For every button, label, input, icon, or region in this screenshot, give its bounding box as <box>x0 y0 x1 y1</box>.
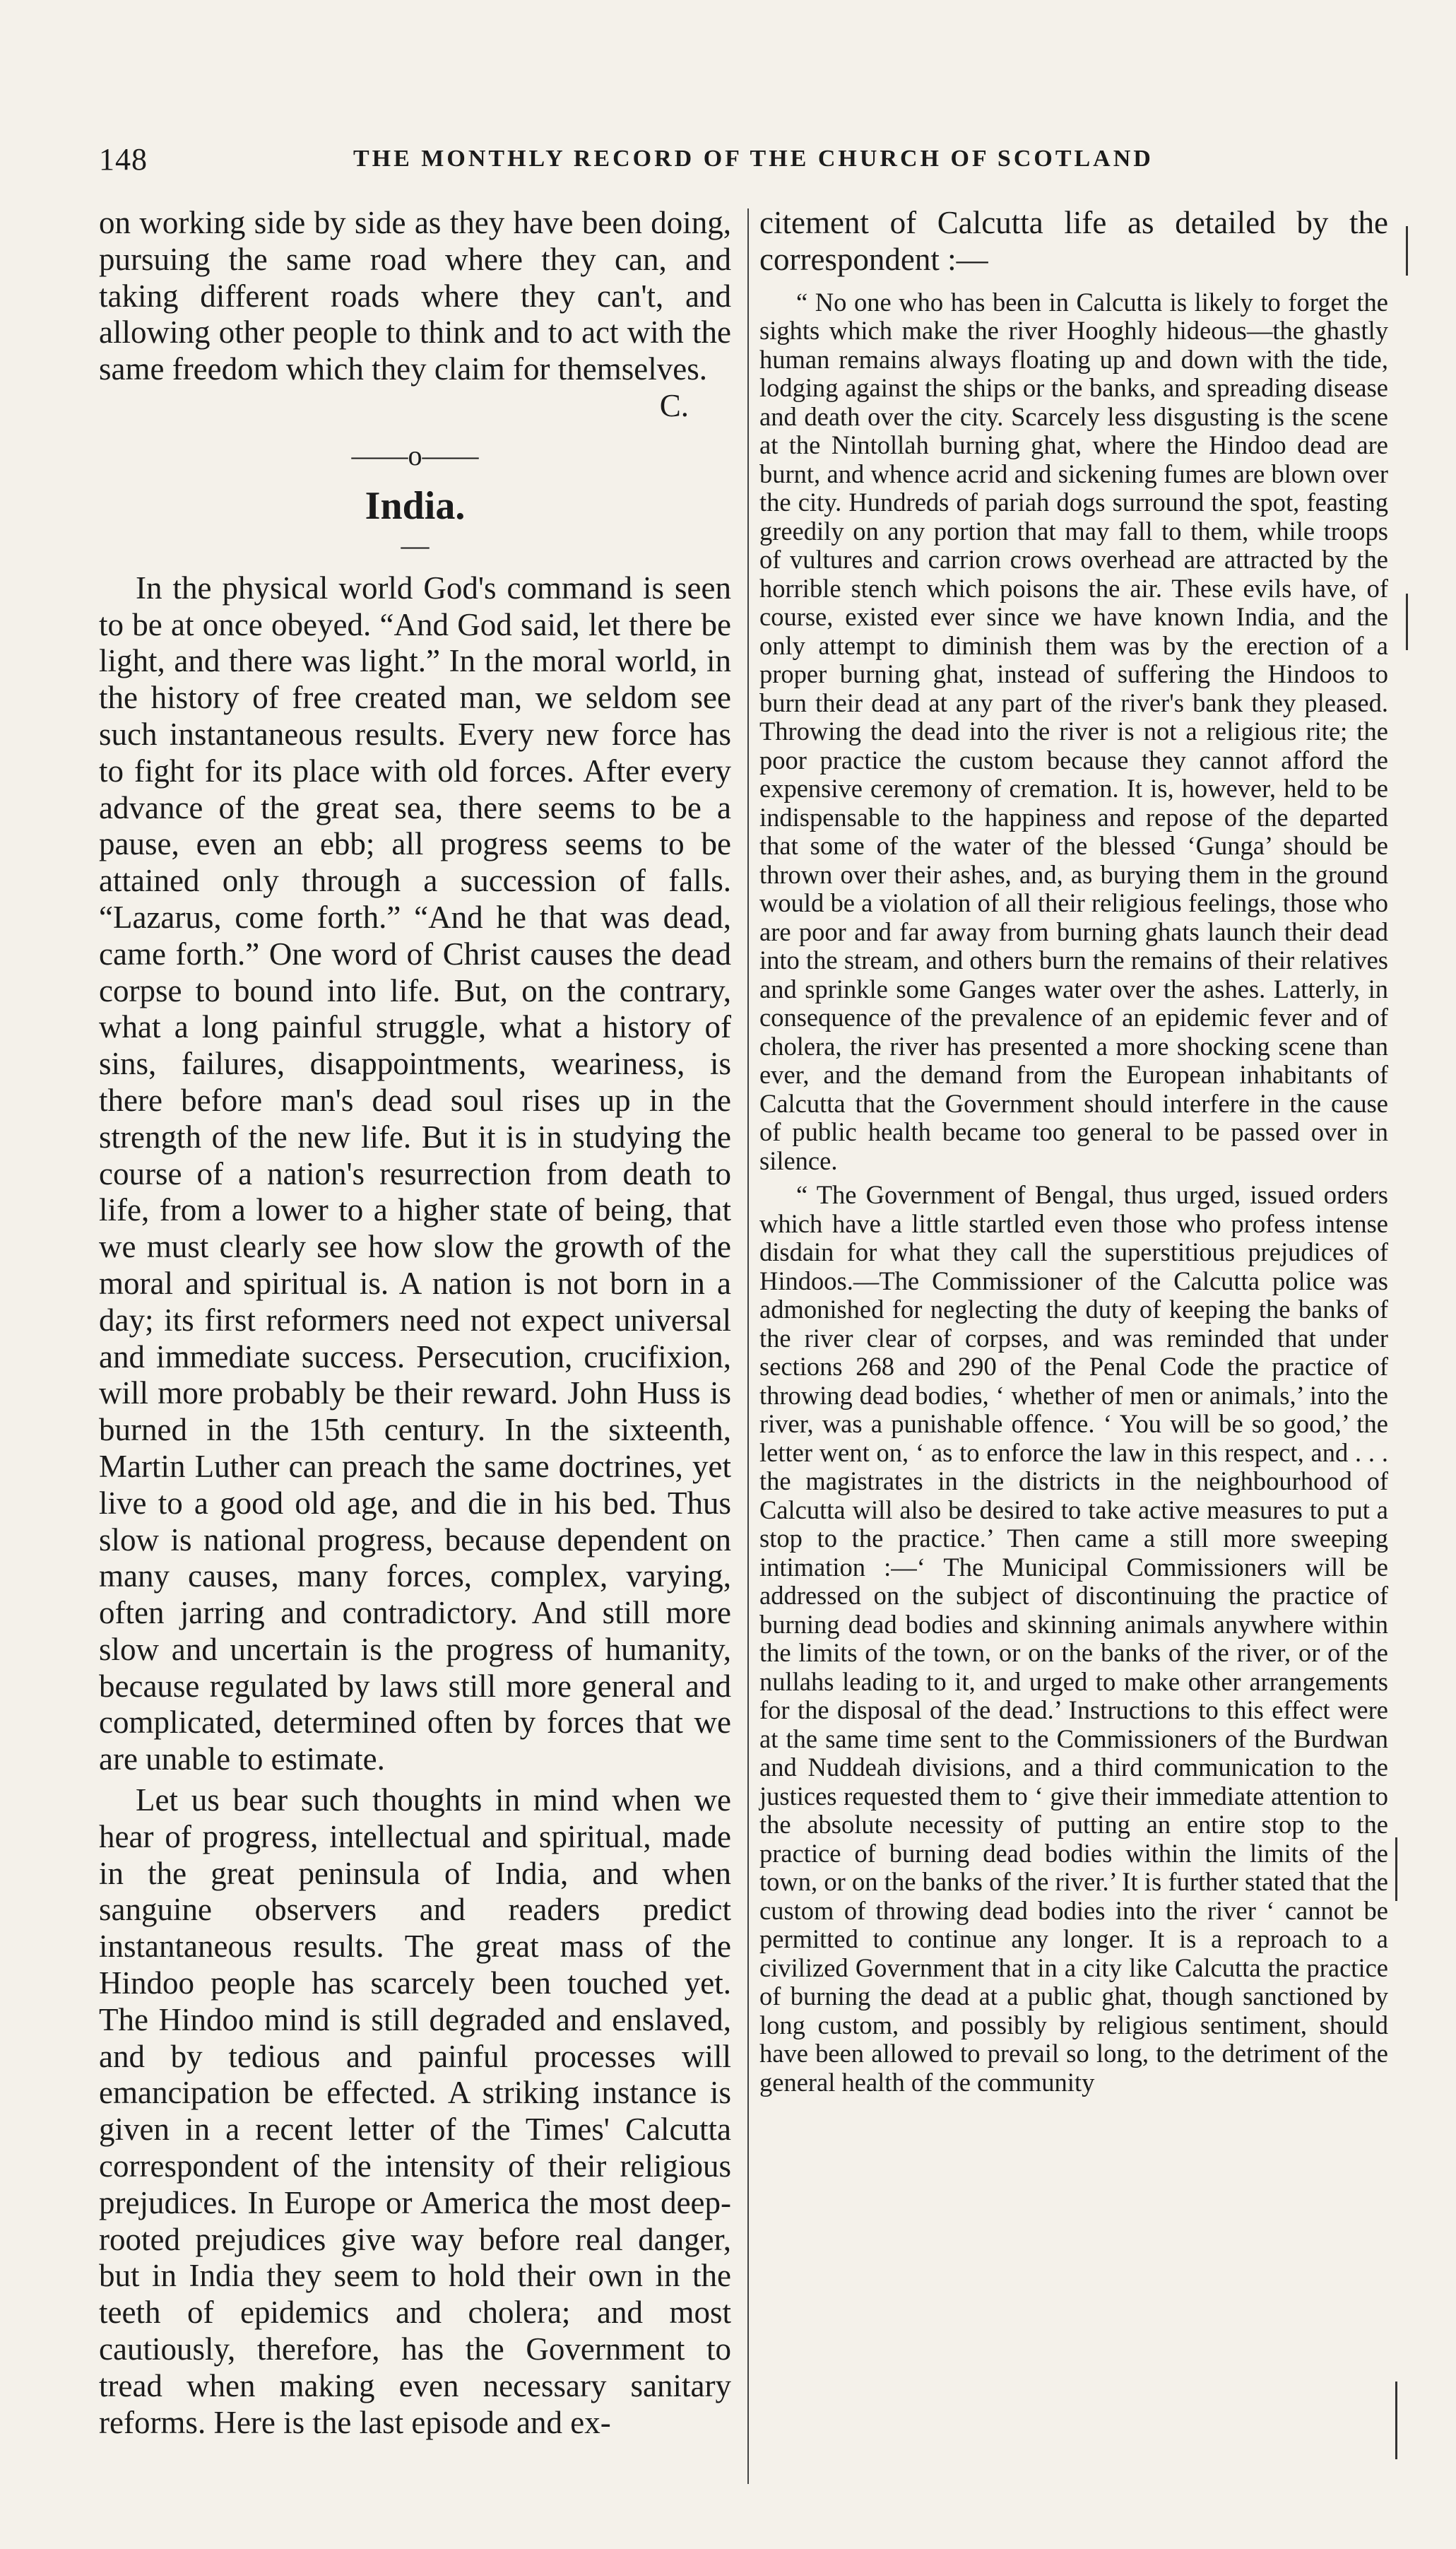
quoted-paragraph: “ The Government of Bengal, thus urged, issued orders which have a little startled even those who profess intense disdain for what they call the superstitious prejudices of Hindoos.—The Commissioner of the Calcutta police was admonished for neglecting the duty of keeping the banks of the river clear of corpses, and was reminded that under sections 268 and 290 of the Penal Code the practice of throwing dead bodies, ‘ whether of men or animals,’ into the river, was a punishable offence. ‘ You will be so good,’ the letter went on, ‘ as to enforce the law in this respect, and . . . the magistrates in the districts in the neighbourhood of Calcutta will also be desired to take active measures to put a stop to the practice.’ Then came a still more sweeping intimation :—‘ The Municipal Commissioners will be addressed on the subject of discontinuing the practice of burning dead bodies and skinning animals anywhere within the limits of the town, or on the banks of the river, or of the nullahs leading to it, and urged to make other arrangements for the disposal of the dead.’ Instructions to this effect were at the same time sent to the Commissioners of the Burdwan and Nuddeah divisions, and a third communication to the justices requested them to ‘ give their immediate attention to the absolute necessity of putting an entire stop to the practice of burning dead bodies within the limits of the town, or on the banks of the river.’ It is further stated that the custom of throwing dead bodies into the river ‘ cannot be permitted to continue any longer. It is a reproach to a civilized Government that in a city like Calcutta the practice of burning the dead at a public ghat, though sanctioned by long custom, and possibly by religious sentiment, should have been allowed to prevail so long, to the detriment of the general health of the community <box>759 1180 1388 2097</box>
margin-mark <box>1395 1837 1397 1901</box>
quoted-paragraph: “ No one who has been in Calcutta is likely to forget the sights which make the river Hooghly hideous—the ghastly human remains always floating up and down with the tide, lodging against the ships or the banks, and spreading disease and death over the city. Scarcely less disgusting is the scene at the Nintollah burning ghat, where the Hindoo dead are burnt, and whence acrid and sickening fumes are blown over the city. Hundreds of pariah dogs surround the spot, feasting greedily on any portion that may fall to them, while troops of vultures and carrion crows overhead are attracted by the horrible stench which poisons the air. These evils have, of course, existed ever since we have known India, and the only attempt to diminish them was by the erection of a proper burning ghat, instead of suffering the Hindoos to burn their dead at any part of the river's bank they pleased. Throwing the dead into the river is not a religious rite; the poor practice the custom because they cannot afford the expensive ceremony of cremation. It is, however, held to be indispensable to the happiness and repose of the departed that some of the water of the blessed ‘Gunga’ should be thrown over their ashes, and, as burying them in the ground would be a violation of all their religious feelings, those who are poor and far away from burning ghats launch their dead into the stream, and others burn the remains of their relatives and sprinkle some Ganges water over the ashes. Latterly, in consequence of the prevalence of an epidemic fever and of cholera, the river has presented a more shocking scene than ever, and the demand from the European inhabitants of Calcutta that the Government should interfere in the cause of public health became too general to be passed over in silence. <box>759 287 1388 1175</box>
section-divider: ——o—— <box>351 439 479 471</box>
margin-mark <box>1406 226 1408 276</box>
page-header <box>99 141 1399 191</box>
article-paragraph-continued: citement of Calcutta life as detailed by the correspondent :— <box>759 205 1388 277</box>
title-rule: — <box>401 529 430 561</box>
right-column <box>759 205 1388 2097</box>
quoted-letter <box>759 288 1388 2097</box>
page-number: 148 <box>99 142 148 177</box>
running-title: THE MONTHLY RECORD OF THE CHURCH OF SCOTLAND <box>353 146 1154 172</box>
article-title: India. <box>365 483 466 528</box>
margin-mark <box>1406 594 1408 650</box>
article-paragraph: Let us bear such thoughts in mind when we hear of progress, intellectual and spiritual, made in the great peninsula of India, and when sanguine observers and readers predict instantaneous results. The great mass of the Hindoo people has scarcely been touched yet. The Hindoo mind is still degraded and enslaved, and by tedious and painful processes will emancipation be effected. A striking instance is given in a recent letter of the Times' Calcutta correspondent of the intensity of their religious prejudices. In Europe or America the most deep-rooted prejudices give way before real danger, but in India they seem to hold their own in the teeth of epidemics and cholera; and most cautiously, therefore, has the Government to tread when making even necessary sanitary reforms. Here is the last episode and ex- <box>99 1782 731 2440</box>
article-paragraph: In the physical world God's command is seen to be at once obeyed. “And God said, let there be light, and there was light.” In the moral world, in the history of free created man, we seldom see such instantaneous results. Every new force has to fight for its place with old forces. After every advance of the great sea, there seems to be a pause, even an ebb; all progress seems to be attained only through a succession of falls. “Lazarus, come forth.” “And he that was dead, came forth.” One word of Christ causes the dead corpse to bound into life. But, on the contrary, what a long painful struggle, what a history of sins, failures, disappointments, weariness, is there before man's dead soul rises up in the strength of the new life. But it is in studying the course of a nation's resurrection from death to life, from a lower to a higher state of being, that we must clearly see how slow the growth of the moral and spiritual is. A nation is not born in a day; its first reformers need not expect universal and immediate success. Persecution, crucifixion, will more probably be their reward. John Huss is burned in the 15th century. In the sixteenth, Martin Luther can preach the same doctrines, yet live to a good old age, and die in his bed. Thus slow is national progress, because dependent on many causes, many forces, complex, varying, often jarring and contradictory. And still more slow and uncertain is the progress of humanity, because regulated by laws still more general and complicated, determined often by forces that we are unable to estimate. <box>99 570 731 1777</box>
column-divider-rule <box>747 208 749 2484</box>
left-column <box>99 205 731 2441</box>
author-signature: C. <box>659 387 689 423</box>
margin-mark <box>1395 2382 1397 2459</box>
continued-paragraph: on working side by side as they have been doing, pursuing the same road where they can, and taking different roads where they can't, and allowing other people to think and to act with the same freedom which they claim for themselves. <box>99 205 731 387</box>
